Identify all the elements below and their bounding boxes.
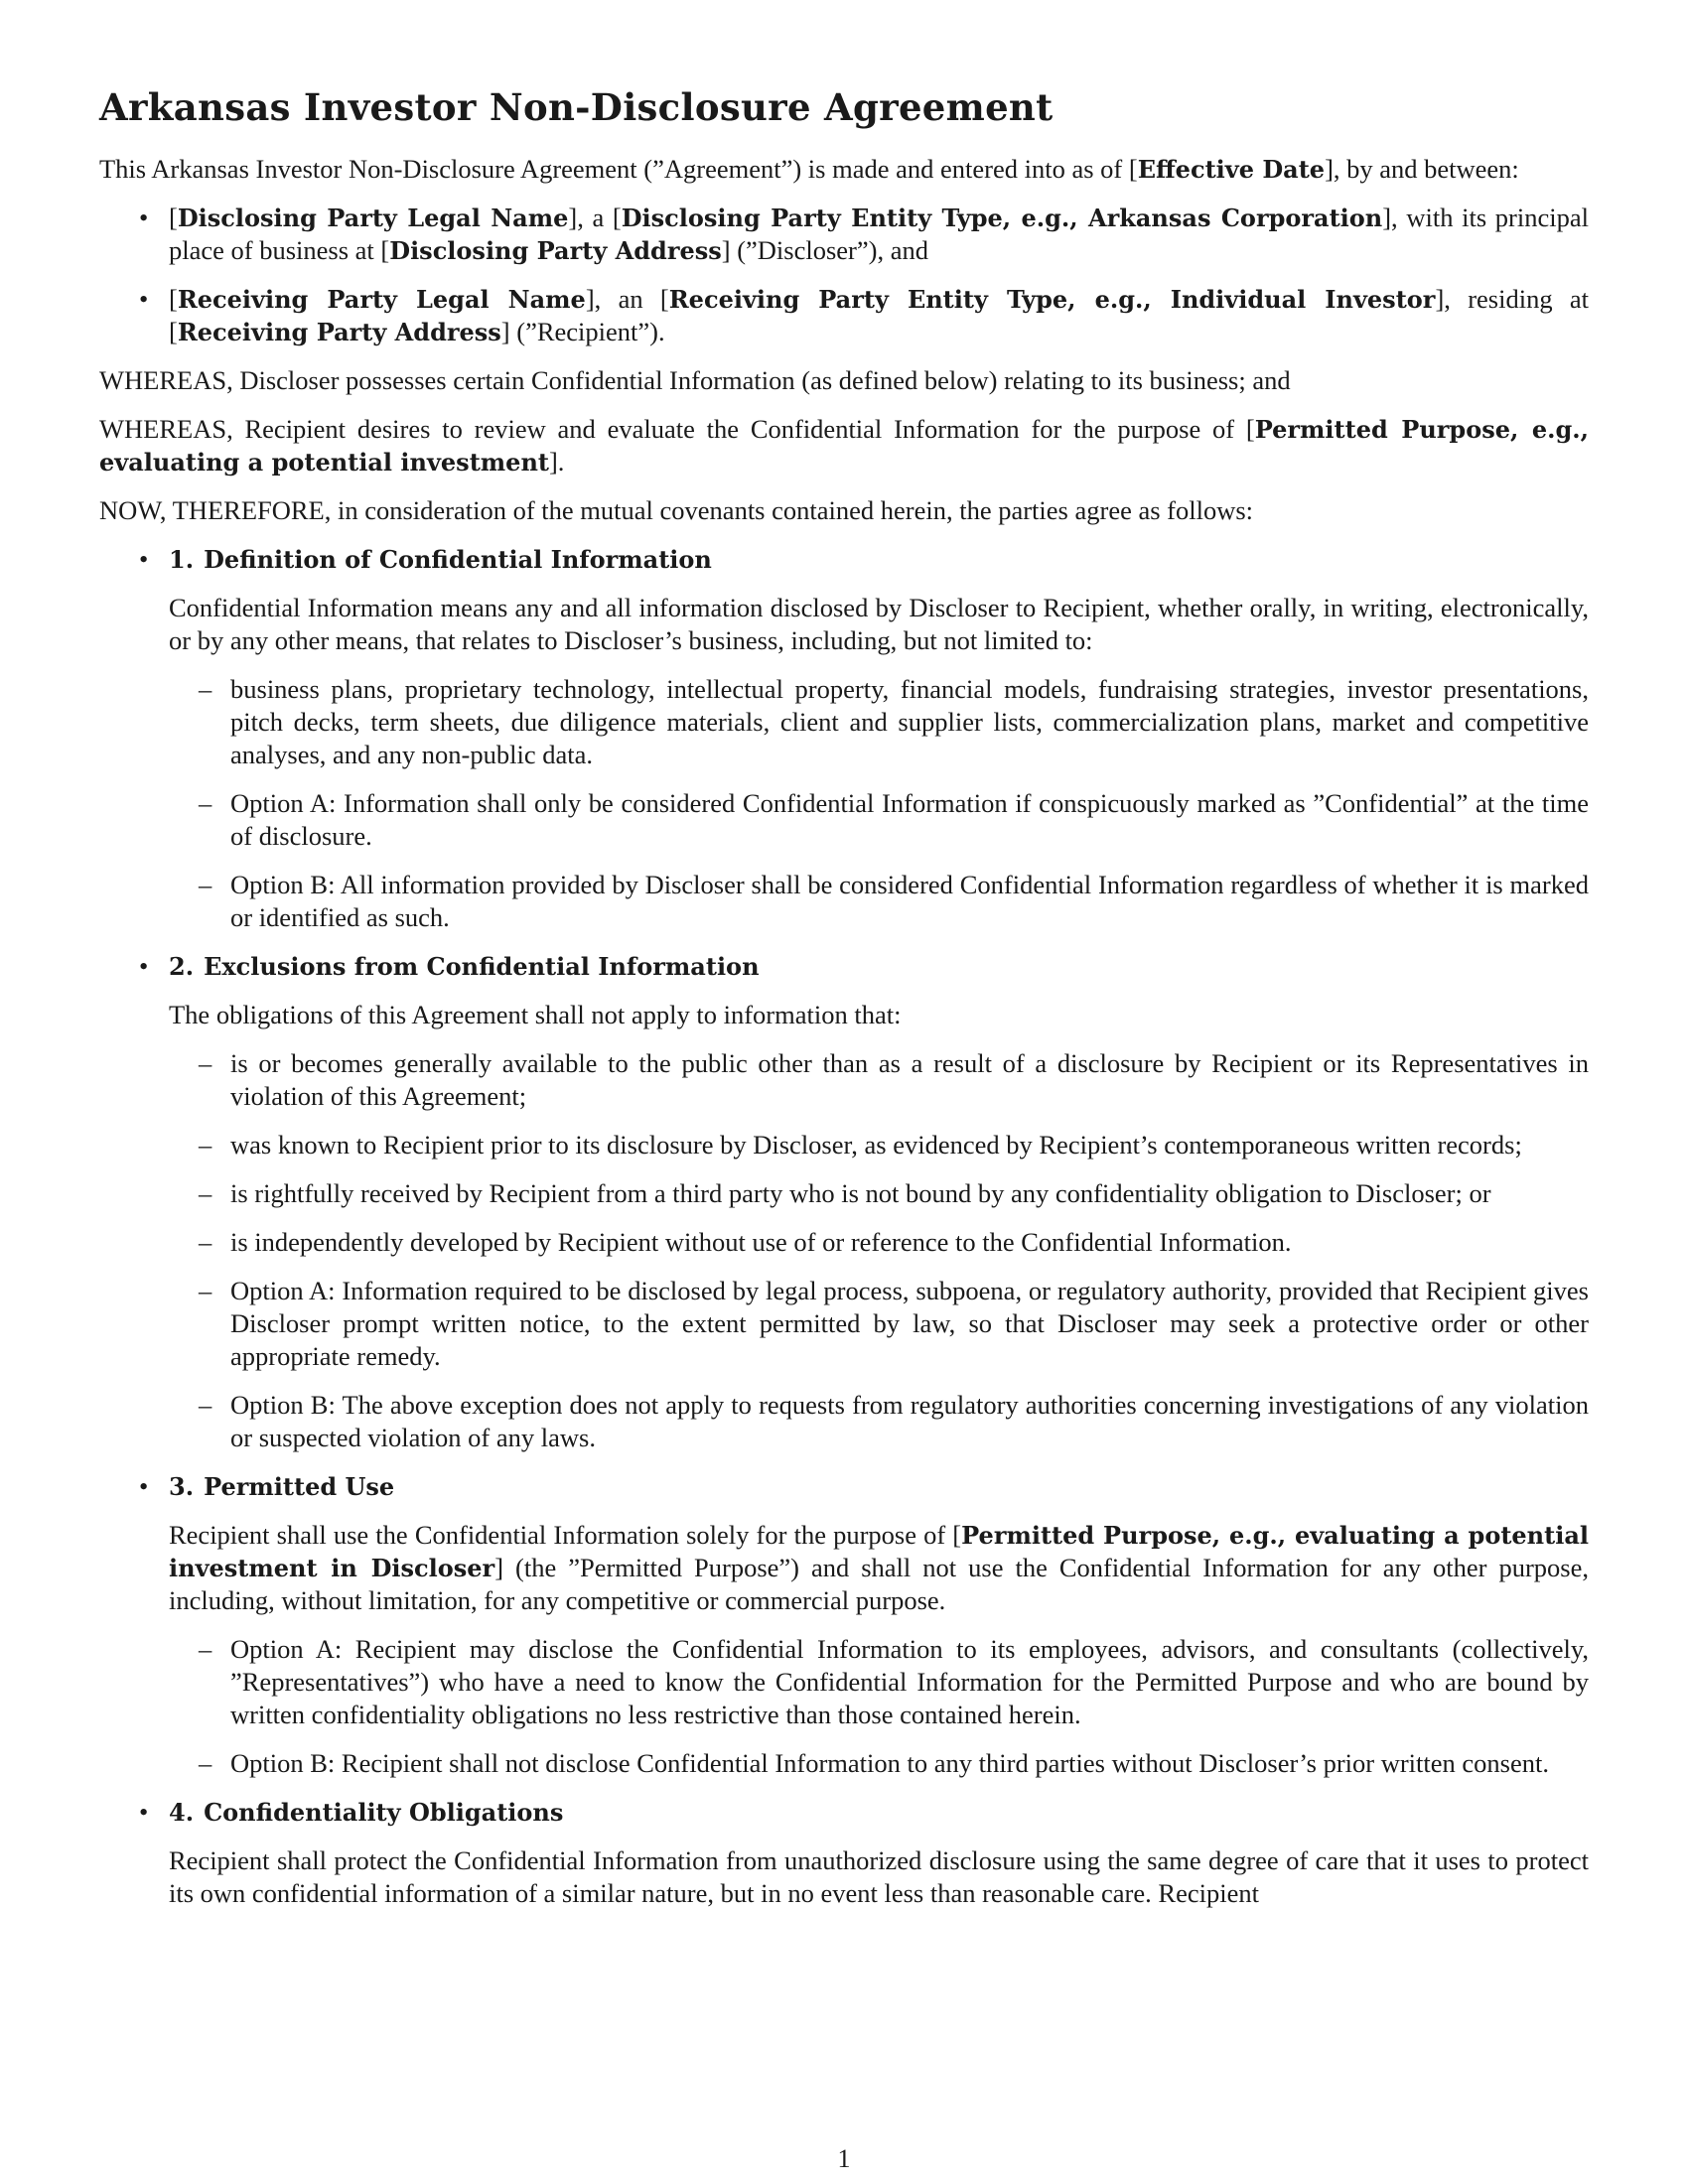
document-title: Arkansas Investor Non-Disclosure Agreement	[99, 85, 1054, 129]
dash-icon: –	[199, 1276, 212, 1306]
sub-list	[169, 673, 1589, 934]
section-body: Recipient shall use the Confidential Information solely for the purpose of [Permitted Purpose, e.g., evaluating a potential investment in Discloser] (the ”Permitted Purpose”) and shall not use the Confidential Information for any other purpose, including, without limitation, for any competitive or commercial purpose.	[169, 1520, 1590, 1616]
section-title: 3. Permitted Use	[169, 1472, 395, 1502]
party-receiving: • [Receiving Party Legal Name], an [Receiving Party Entity Type, e.g., Individual Investor], residing at [Receiving Party Address] (”Recipient”).	[139, 284, 1589, 347]
list-item: – was known to Recipient prior to its disclosure by Discloser, as evidenced by Recipient’s contemporaneous written records;	[199, 1130, 1522, 1160]
dash-icon: –	[199, 1634, 212, 1665]
now-therefore: NOW, THEREFORE, in consideration of the mutual covenants contained herein, the parties agree as follows:	[99, 495, 1254, 526]
sub-list	[169, 1047, 1589, 1454]
bullet-icon: •	[139, 203, 149, 233]
list-item: – is or becomes generally available to the public other than as a result of a disclosure by Recipient or its Representatives in violation of this Agreement;	[199, 1048, 1589, 1112]
dash-icon: –	[199, 1227, 212, 1258]
section-body: The obligations of this Agreement shall not apply to information that:	[169, 1000, 902, 1030]
list-item: – Option A: Recipient may disclose the Confidential Information to its employees, advisors, and consultants (collectively, ”Representatives”) who have a need to know the Confidential Information for the Permitted Purpose and who are bound by written confidentiality obligations no less restrictive than those contained herein.	[199, 1634, 1589, 1730]
dash-icon: –	[199, 788, 212, 819]
dash-icon: –	[199, 870, 212, 900]
list-item: – Option A: Information required to be disclosed by legal process, subpoena, or regulatory authority, provided that Recipient gives Discloser prompt written notice, to the extent permitted by law, so that Discloser may seek a protective order or other appropriate remedy.	[199, 1276, 1589, 1372]
section-2	[99, 950, 1589, 1454]
section-title: 4. Confidentiality Obligations	[169, 1798, 564, 1828]
document-page	[99, 85, 1589, 1926]
dash-icon: –	[199, 1178, 212, 1209]
intro-paragraph: This Arkansas Investor Non-Disclosure Agreement (”Agreement”) is made and entered into as of [Effective Date], by and between:	[99, 154, 1519, 185]
dash-icon: –	[199, 1048, 212, 1079]
list-item: – Option B: All information provided by Discloser shall be considered Confidential Information regardless of whether it is marked or identified as such.	[199, 870, 1589, 933]
parties-list	[99, 202, 1589, 348]
section-3	[99, 1470, 1589, 1780]
list-item: – business plans, proprietary technology, intellectual property, financial models, fundraising strategies, investor presentations, pitch decks, term sheets, due diligence materials, client and supplier lists, commercialization plans, market and competitive analyses, and any non-public data.	[199, 674, 1589, 770]
bullet-icon: •	[139, 284, 149, 315]
list-item: – Option B: Recipient shall not disclose Confidential Information to any third parties without Discloser’s prior written consent.	[199, 1748, 1549, 1779]
section-1	[99, 543, 1589, 934]
section-title: 1. Definition of Confidential Information	[169, 545, 712, 575]
section-body: Confidential Information means any and all information disclosed by Discloser to Recipient, whether orally, in writing, electronically, or by any other means, that relates to Discloser’s business, including, but not limited to:	[169, 593, 1589, 656]
dash-icon: –	[199, 1130, 212, 1160]
dash-icon: –	[199, 674, 212, 705]
list-item: – Option B: The above exception does not apply to requests from regulatory authorities concerning investigations of any violation or suspected violation of any laws.	[199, 1390, 1589, 1453]
sub-list	[169, 1633, 1589, 1780]
dash-icon: –	[199, 1748, 212, 1779]
whereas-2: WHEREAS, Recipient desires to review and evaluate the Confidential Information for the purpose of [Permitted Purpose, e.g., evaluating a potential investment].	[99, 414, 1590, 478]
dash-icon: –	[199, 1390, 212, 1421]
section-title: 2. Exclusions from Confidential Information	[169, 952, 760, 982]
list-item: – is rightfully received by Recipient from a third party who is not bound by any confidentiality obligation to Discloser; or	[199, 1178, 1491, 1209]
section-4	[99, 1796, 1589, 1910]
party-disclosing: • [Disclosing Party Legal Name], a [Disclosing Party Entity Type, e.g., Arkansas Corporation], with its principal place of business at [Disclosing Party Address] (”Discloser”), and	[139, 203, 1589, 266]
list-item: – is independently developed by Recipient without use of or reference to the Confidential Information.	[199, 1227, 1292, 1258]
list-item: – Option A: Information shall only be considered Confidential Information if conspicuously marked as ”Confidential” at the time of disclosure.	[199, 788, 1589, 852]
whereas-1: WHEREAS, Discloser possesses certain Confidential Information (as defined below) relating to its business; and	[99, 365, 1291, 396]
bullet-icon: •	[139, 1471, 149, 1502]
page-number: 1	[837, 2144, 851, 2173]
bullet-icon: •	[139, 1797, 149, 1828]
bullet-icon: •	[139, 544, 149, 575]
bullet-icon: •	[139, 951, 149, 982]
effective-date-placeholder: Effective Date	[1137, 155, 1326, 185]
section-body: Recipient shall protect the Confidential Information from unauthorized disclosure using the same degree of care that it uses to protect its own confidential information of a similar nature, but in no event less than reasonable care. Recipient	[169, 1845, 1589, 1909]
